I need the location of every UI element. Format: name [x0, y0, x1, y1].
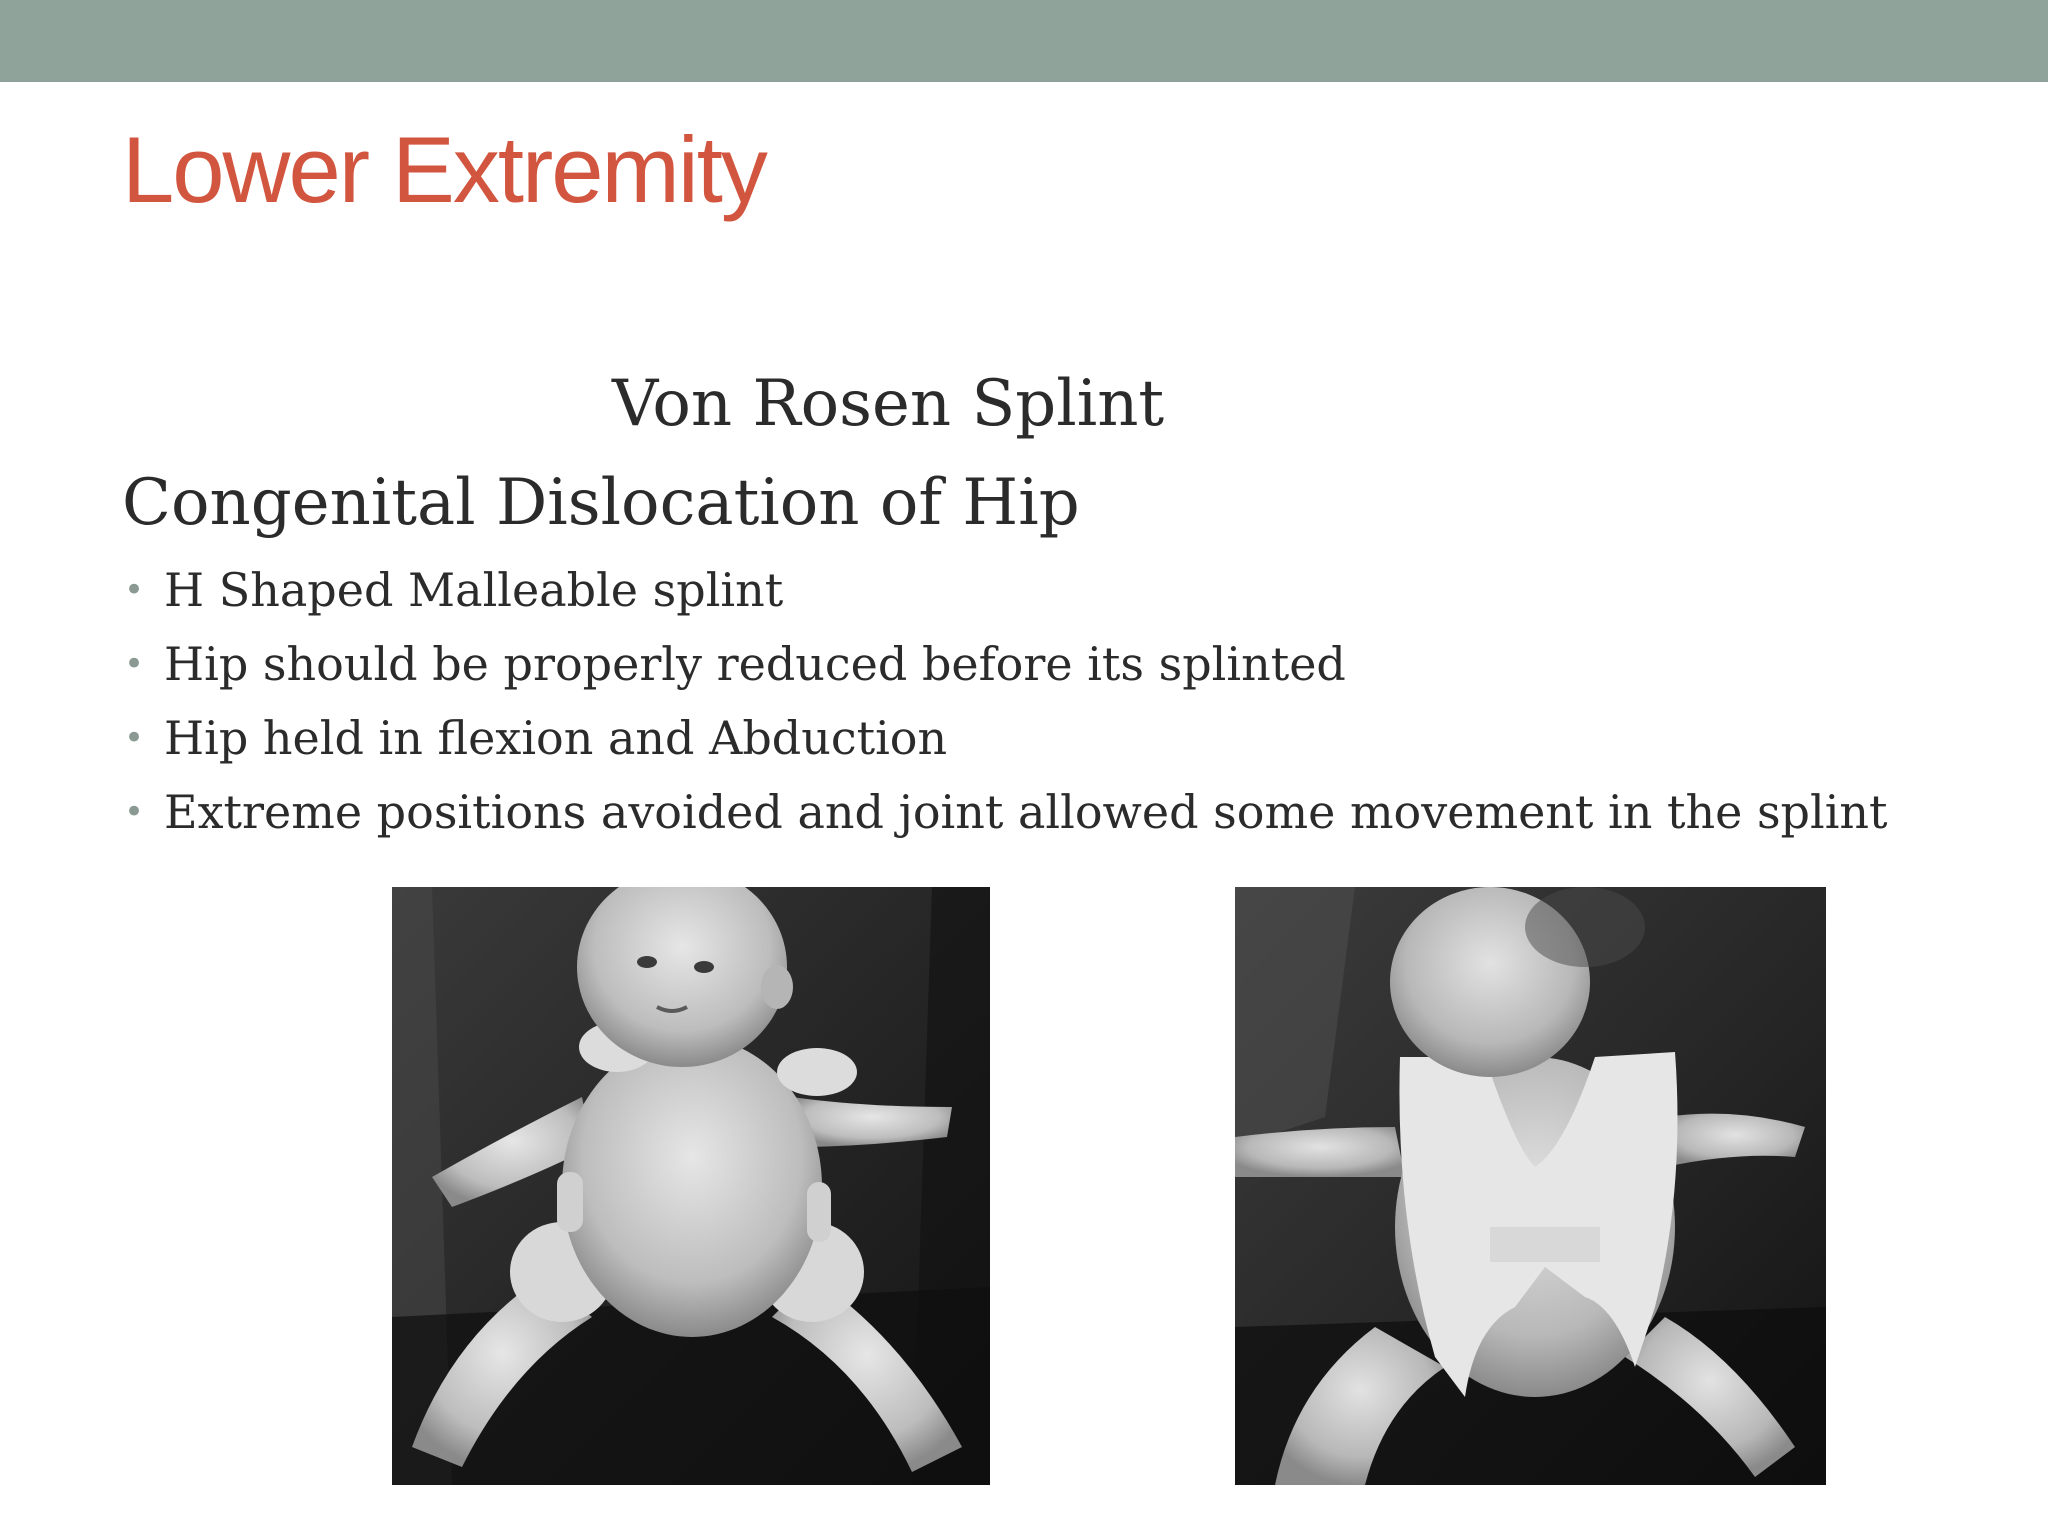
infant-front-photo — [392, 887, 990, 1485]
infant-back-photo — [1235, 887, 1826, 1485]
bullet-item — [122, 782, 1952, 843]
slide-subtitle: Von Rosen Splint — [612, 367, 1165, 441]
bullet-item — [122, 560, 1952, 621]
infant-front-illustration — [392, 887, 990, 1485]
bullet-icon: • — [123, 792, 145, 832]
top-band — [0, 0, 2048, 82]
bullet-text: Hip should be properly reduced before its splinted — [164, 637, 1346, 691]
bullet-icon: • — [123, 570, 145, 610]
bullet-item — [122, 634, 1952, 695]
section-heading: Congenital Dislocation of Hip — [122, 466, 1080, 540]
bullet-text: Hip held in flexion and Abduction — [164, 711, 948, 765]
bullet-text: H Shaped Malleable splint — [164, 563, 784, 617]
bullet-list — [122, 560, 1952, 856]
bullet-text: Extreme positions avoided and joint allowed some movement in the splint — [164, 785, 1888, 839]
infant-back-illustration — [1235, 887, 1826, 1485]
bullet-item — [122, 708, 1952, 769]
slide-title: Lower Extremity — [122, 117, 766, 222]
bullet-icon: • — [123, 644, 145, 684]
bullet-icon: • — [123, 718, 145, 758]
